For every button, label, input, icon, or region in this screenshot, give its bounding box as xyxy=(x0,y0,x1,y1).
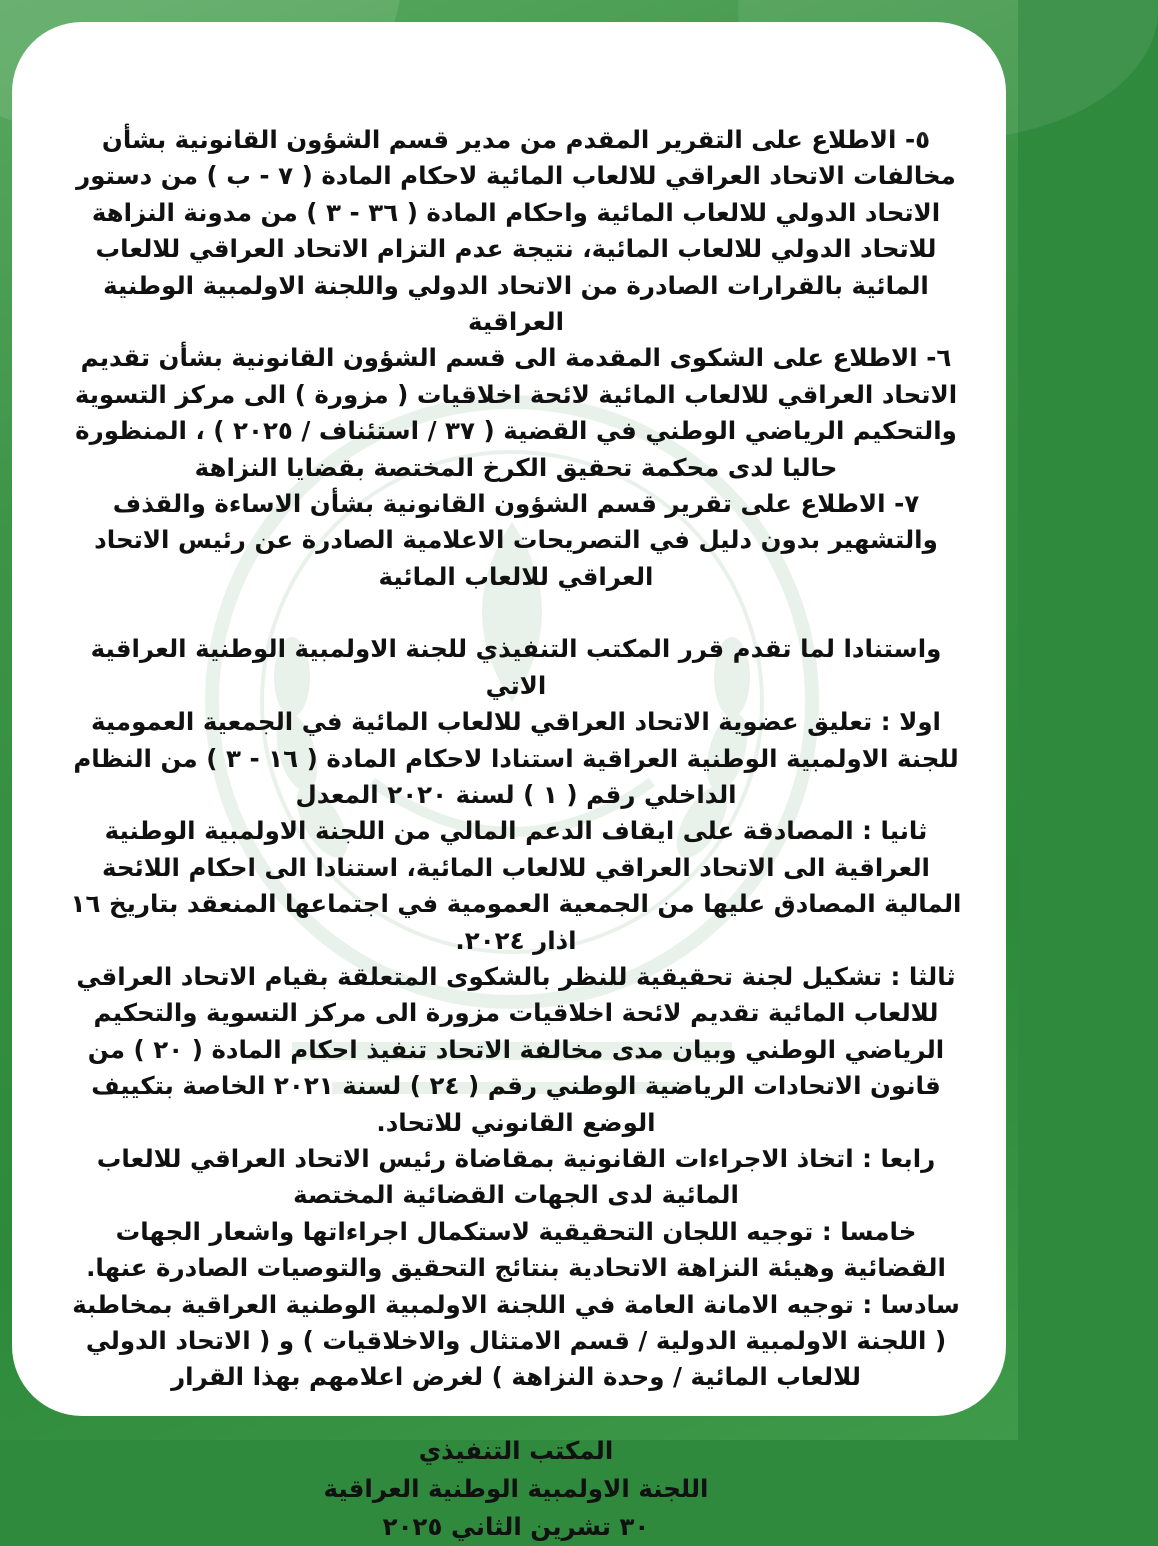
item-6: ٦- الاطلاع على الشكوى المقدمة الى قسم الشؤون القانونية بشأن تقديم الاتحاد العراقي للالعاب المائية لائحة اخلاقيات ( مزورة ) الى مركز التسوية والتحكيم الرياضي الوطني في القضية ( ٣٧ / استئناف / ٢٠٢٥ ) ، المنظورة حاليا لدى محكمة تحقيق الكرخ المختصة بقضايا النزاهة xyxy=(74,343,958,482)
signature-office: المكتب التنفيذي xyxy=(418,1435,614,1465)
signature-date: ٣٠ تشرين الثاني ٢٠٢٥ xyxy=(382,1511,650,1541)
decision-first: اولا : تعليق عضوية الاتحاد العراقي للالعاب المائية في الجمعية العمومية للجنة الاولمبية الوطنية العراقية استنادا لاحكام المادة ( ١٦ - ٣ ) من النظام الداخلي رقم ( ١ ) لسنة ٢٠٢٠ المعدل xyxy=(73,707,959,809)
decision-third: ثالثا : تشكيل لجنة تحقيقية للنظر بالشكوى المتعلقة بقيام الاتحاد العراقي للالعاب المائية تقديم لائحة اخلاقيات مزورة الى مركز التسوية والتحكيم الرياضي الوطني وبيان مدى مخالفة الاتحاد تنفيذ احكام المادة ( ٢٠ ) من قانون الاتحادات الرياضية الوطني رقم ( ٢٤ ) لسنة ٢٠٢١ الخاصة بتكييف الوضع القانوني للاتحاد. xyxy=(76,961,956,1137)
decision-sixth: سادسا : توجيه الامانة العامة في اللجنة الاولمبية الوطنية العراقية بمخاطبة ( اللجنة الاولمبية الدولية / قسم الامتثال والاخلاقيات ) و ( الاتحاد الدولي للالعاب المائية / وحدة النزاهة ) لغرض اعلامهم بهذا القرار xyxy=(72,1289,960,1392)
signature-block xyxy=(64,1432,968,1546)
signature-org: اللجنة الاولمبية الوطنية العراقية xyxy=(323,1473,709,1503)
decision-fourth: رابعا : اتخاذ الاجراءات القانونية بمقاضاة رئيس الاتحاد العراقي للالعاب المائية لدى الجهات القضائية المختصة xyxy=(96,1143,936,1210)
item-7: ٧- الاطلاع على تقرير قسم الشؤون القانونية بشأن الاساءة والقذف والتشهير بدون دليل في التصريحات الاعلامية الصادرة عن رئيس الاتحاد العراقي للالعاب المائية xyxy=(94,489,938,591)
decision-second: ثانيا : المصادقة على ايقاف الدعم المالي من اللجنة الاولمبية الوطنية العراقية الى الاتحاد العراقي للالعاب المائية، استنادا الى احكام اللائحة المالية المصادق عليها من الجمعية العمومية في اجتماعها المنعقد بتاريخ ١٦ اذار ٢٠٢٤. xyxy=(70,816,962,955)
decision-fifth: خامسا : توجيه اللجان التحقيقية لاستكمال اجراءاتها واشعار الجهات القضائية وهيئة النزاهة الاتحادية بنتائج التحقيق والتوصيات الصادرة عنها. xyxy=(86,1216,946,1283)
document-body xyxy=(64,122,968,1546)
item-5: ٥- الاطلاع على التقرير المقدم من مدير قسم الشؤون القانونية بشأن مخالفات الاتحاد العراقي للالعاب المائية لاحكام المادة ( ٧ - ب ) من دستور الاتحاد الدولي للالعاب المائية واحكام المادة ( ٣٦ - ٣ ) من مدونة النزاهة للاتحاد الدولي للالعاب المائية، نتيجة عدم التزام الاتحاد العراقي للالعاب المائية بالقرارات الصادرة من الاتحاد الدولي واللجنة الاولمبية الوطنية العراقية xyxy=(76,125,956,337)
document-card xyxy=(12,22,1006,1541)
decision-intro: واستنادا لما تقدم قرر المكتب التنفيذي للجنة الاولمبية الوطنية العراقية الاتي xyxy=(90,634,942,700)
